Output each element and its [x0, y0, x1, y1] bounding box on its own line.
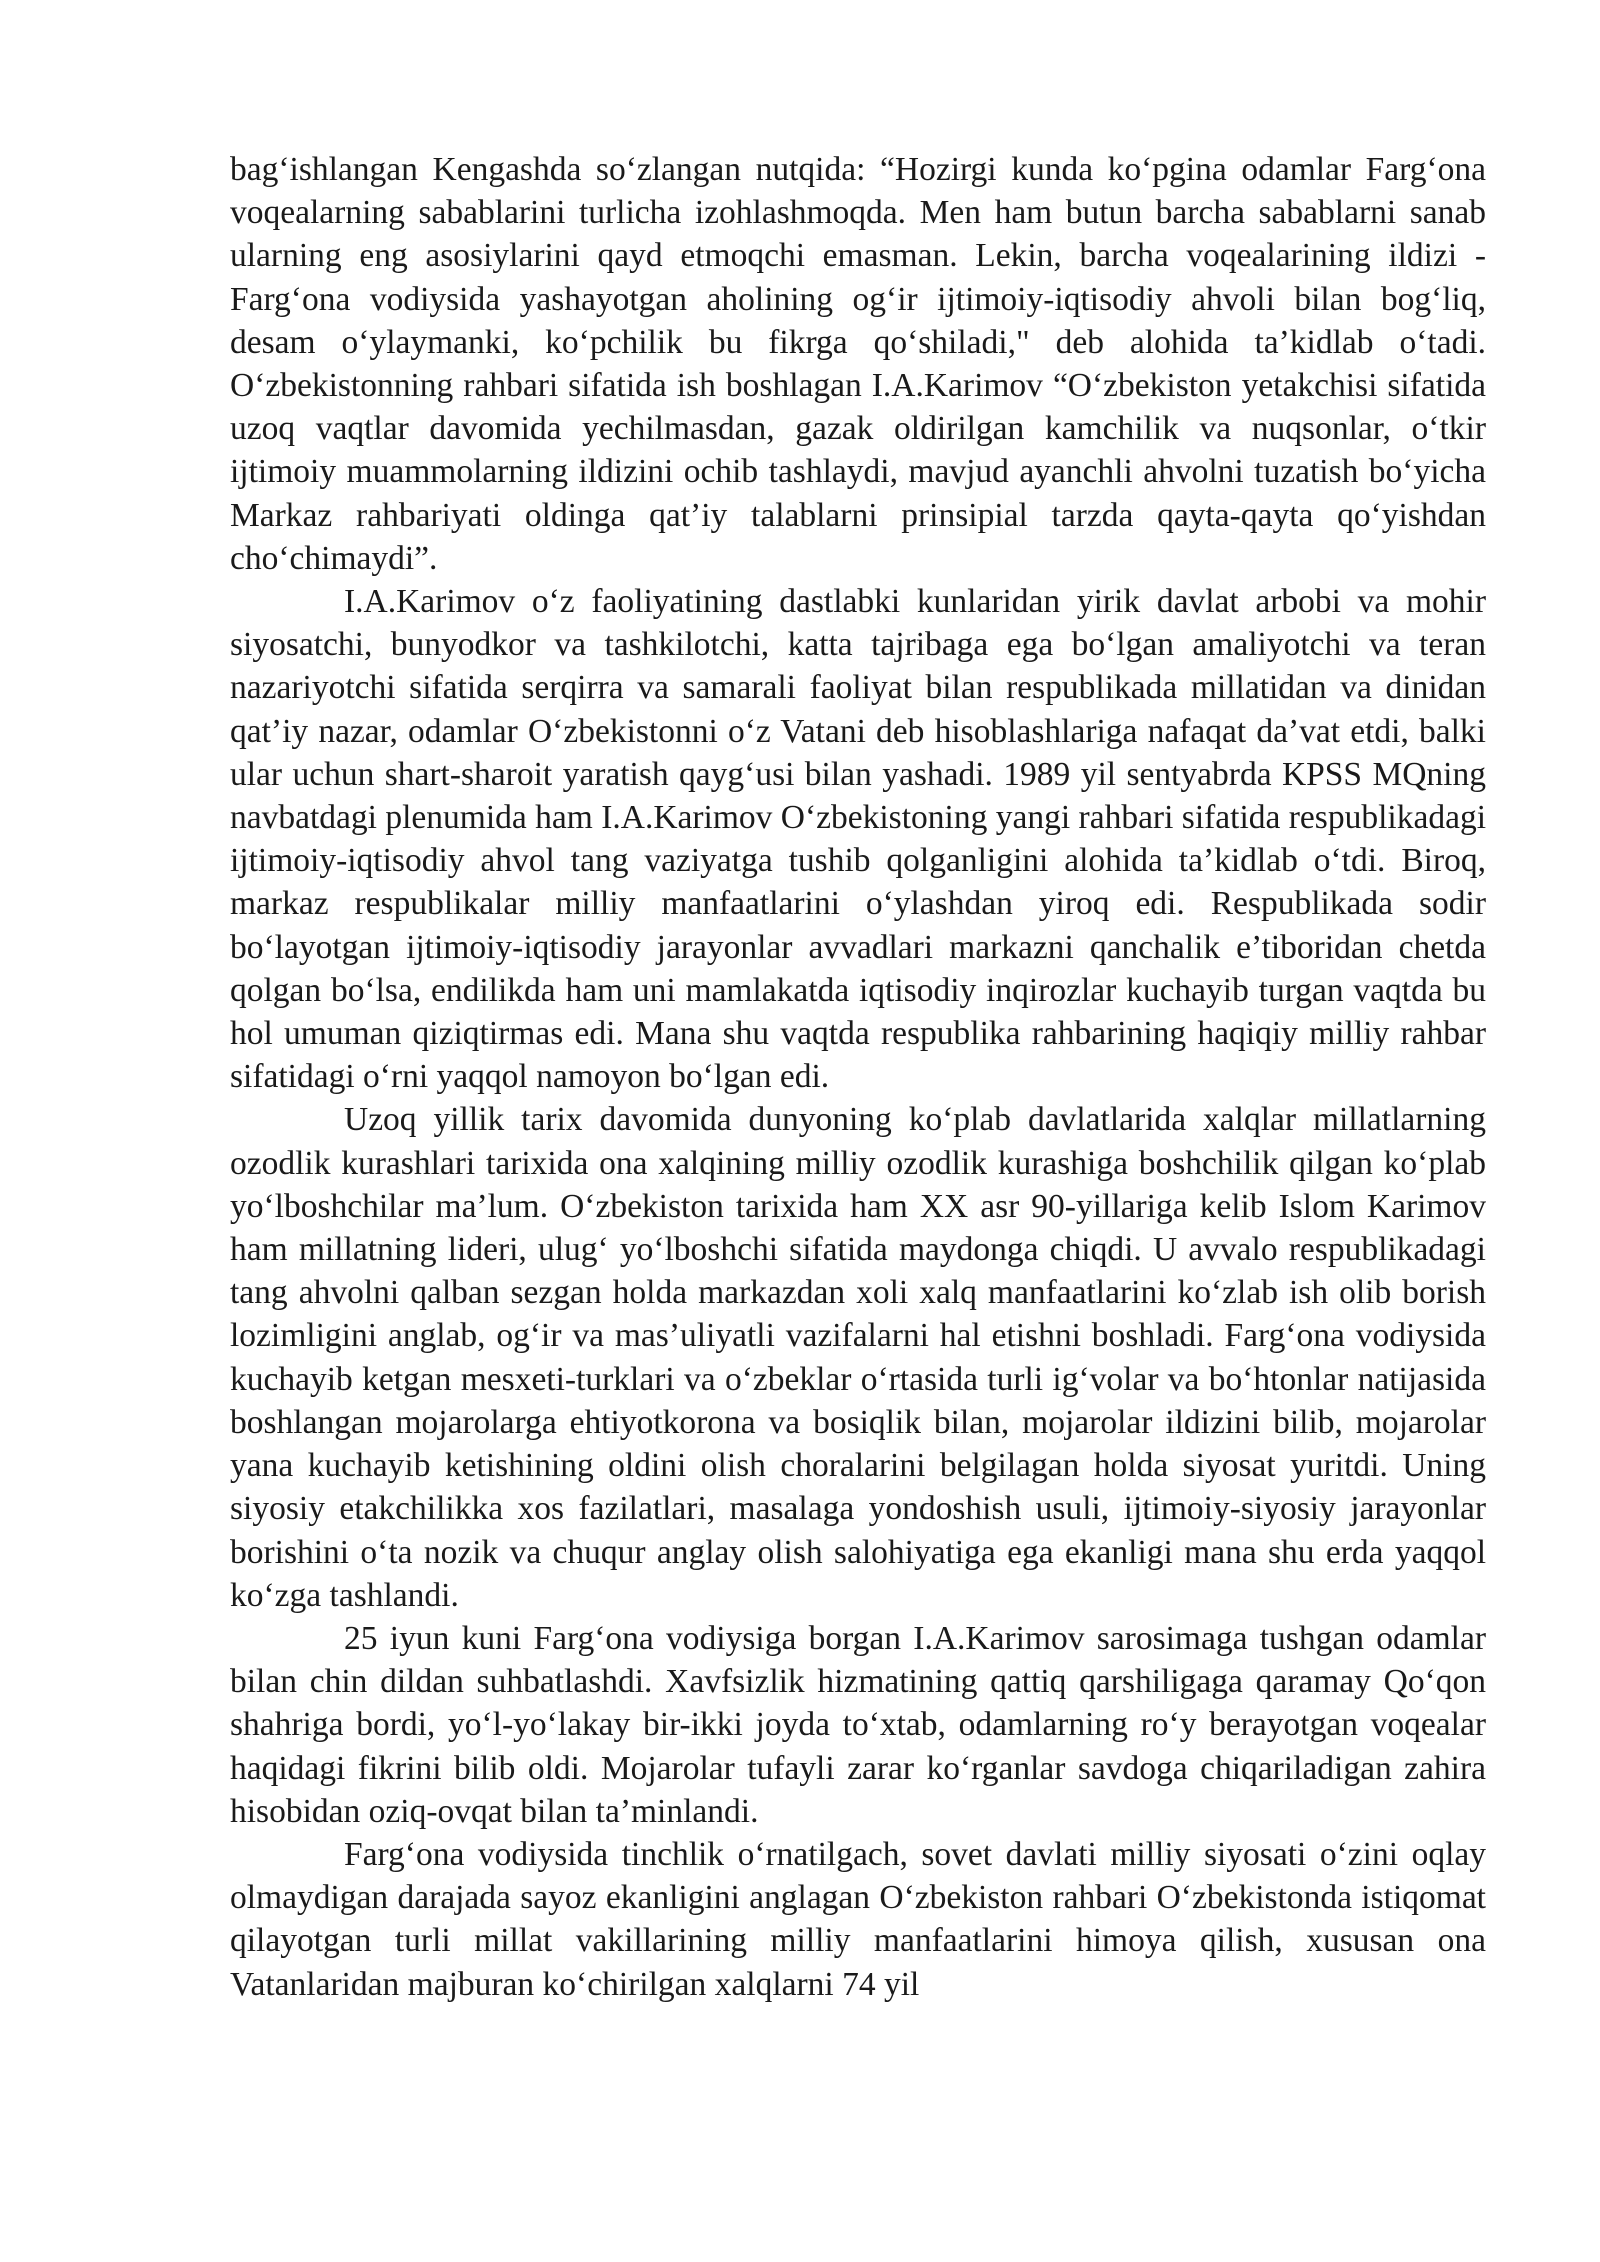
paragraph-5: Farg‘ona vodiysida tinchlik o‘rnatilgach, sovet davlati milliy siyosati o‘zini oqlay olmaydigan darajada sayoz ekanligini anglagan O‘zbekiston rahbari O‘zbekistonda istiqomat qilayotgan turli millat vakillarining milliy manfaatlarini himoya qilish, xususan ona Vatanlaridan majburan ko‘chirilgan xalqlarni 74 yil [230, 1835, 1486, 2003]
paragraph-4: 25 iyun kuni Farg‘ona vodiysiga borgan I.A.Karimov sarosimaga tushgan odamlar bilan chin dildan suhbatlashdi. Xavfsizlik hizmatining qattiq qarshiligaga qaramay Qo‘qon shahriga bordi, yo‘l-yo‘lakay bir-ikki joyda to‘xtab, odamlarning ro‘y berayotgan voqealar haqidagi fikrini bilib oldi. Mojarolar tufayli zarar ko‘rganlar savdoga chiqariladigan zahira hisobidan oziq-ovqat bilan ta’minlandi. [230, 1619, 1486, 1830]
document-page [230, 148, 1486, 2006]
paragraph-2: I.A.Karimov o‘z faoliyatining dastlabki kunlaridan yirik davlat arbobi va mohir siyosatchi, bunyodkor va tashkilotchi, katta tajribaga ega bo‘lgan amaliyotchi va teran nazariyotchi sifatida serqirra va samarali faoliyat bilan respublikada millatidan va dinidan qat’iy nazar, odamlar O‘zbekistonni o‘z Vatani deb hisoblashlariga nafaqat da’vat etdi, balki ular uchun shart-sharoit yaratish qayg‘usi bilan yashadi. 1989 yil sentyabrda KPSS MQning navbatdagi plenumida ham I.A.Karimov O‘zbekistoning yangi rahbari sifatida respublikadagi ijtimoiy-iqtisodiy ahvol tang vaziyatga tushib qolganligini alohida ta’kidlab o‘tdi. Biroq, markaz respublikalar milliy manfaatlarini o‘ylashdan yiroq edi. Respublikada sodir bo‘layotgan ijtimoiy-iqtisodiy jarayonlar avvadlari markazni qanchalik e’tiboridan chetda qolgan bo‘lsa, endilikda ham uni mamlakatda iqtisodiy inqirozlar kuchayib turgan vaqtda bu hol umuman qiziqtirmas edi. Mana shu vaqtda respublika rahbarining haqiqiy milliy rahbar sifatidagi o‘rni yaqqol namoyon bo‘lgan edi. [230, 583, 1486, 1096]
paragraph-3: Uzoq yillik tarix davomida dunyoning ko‘plab davlatlarida xalqlar millatlarning ozodlik kurashlari tarixida ona xalqining milliy ozodlik kurashiga boshchilik qilgan ko‘plab yo‘lboshchilar ma’lum. O‘zbekiston tarixida ham XX asr 90-yillariga kelib Islom Karimov ham millatning lideri, ulug‘ yo‘lboshchi sifatida maydonga chiqdi. U avvalo respublikadagi tang ahvolni qalban sezgan holda markazdan xoli xalq manfaatlarini ko‘zlab ish olib borish lozimligini anglab, og‘ir va mas’uliyatli vazifalarni hal etishni boshladi. Farg‘ona vodiysida kuchayib ketgan mesxeti-turklari va o‘zbeklar o‘rtasida turli ig‘volar va bo‘htonlar natijasida boshlangan mojarolarga ehtiyotkorona va bosiqlik bilan, mojarolar ildizini bilib, mojarolar yana kuchayib ketishining oldini olish choralarini belgilagan holda siyosat yuritdi. Uning siyosiy etakchilikka xos fazilatlari, masalaga yondoshish usuli, ijtimoiy-siyosiy jarayonlar borishini o‘ta nozik va chuqur anglay olish salohiyatiga ega ekanligi mana shu erda yaqqol ko‘zga tashlandi. [230, 1101, 1486, 1614]
paragraph-1: bag‘ishlangan Kengashda so‘zlangan nutqida: “Hozirgi kunda ko‘pgina odamlar Farg‘ona voqealarning sabablarini turlicha izohlashmoqda. Men ham butun barcha sabablarni sanab ularning eng asosiylarini qayd etmoqchi emasman. Lekin, barcha voqealarining ildizi - Farg‘ona vodiysida yashayotgan aholining og‘ir ijtimoiy-iqtisodiy ahvoli bilan bog‘liq, desam o‘ylaymanki, ko‘pchilik bu fikrga qo‘shiladi," deb alohida ta’kidlab o‘tadi. O‘zbekistonning rahbari sifatida ish boshlagan I.A.Karimov “O‘zbekiston yetakchisi sifatida uzoq vaqtlar davomida yechilmasdan, gazak oldirilgan kamchilik va nuqsonlar, o‘tkir ijtimoiy muammolarning ildizini ochib tashlaydi, mavjud ayanchli ahvolni tuzatish bo‘yicha Markaz rahbariyati oldinga qat’iy talablarni prinsipial tarzda qayta-qayta qo‘yishdan cho‘chimaydi”. [230, 151, 1486, 577]
